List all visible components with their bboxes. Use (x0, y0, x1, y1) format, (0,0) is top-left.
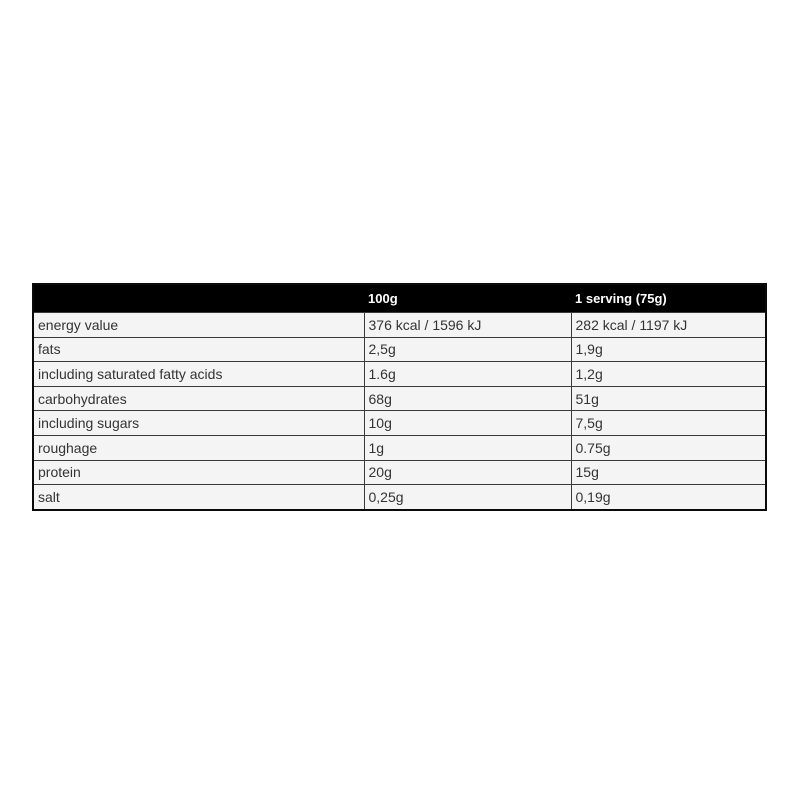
value-per-100g: 1g (364, 435, 571, 460)
header-per-serving: 1 serving (75g) (571, 285, 765, 313)
value-per-100g: 1.6g (364, 362, 571, 387)
table-row (34, 386, 765, 411)
value-per-100g: 10g (364, 411, 571, 436)
value-per-serving: 7,5g (571, 411, 765, 436)
table-row (34, 362, 765, 387)
nutrient-name: protein (34, 460, 364, 485)
header-nutrient (34, 285, 364, 313)
value-per-serving: 1,2g (571, 362, 765, 387)
nutrient-name: carbohydrates (34, 386, 364, 411)
nutrient-name: including sugars (34, 411, 364, 436)
table-row (34, 411, 765, 436)
value-per-100g: 68g (364, 386, 571, 411)
nutrition-table (32, 283, 767, 511)
table-row (34, 337, 765, 362)
value-per-serving: 15g (571, 460, 765, 485)
value-per-serving: 0,19g (571, 485, 765, 509)
table-row (34, 460, 765, 485)
value-per-serving: 0.75g (571, 435, 765, 460)
table-row (34, 435, 765, 460)
nutrient-name: roughage (34, 435, 364, 460)
value-per-100g: 0,25g (364, 485, 571, 509)
value-per-serving: 282 kcal / 1197 kJ (571, 313, 765, 338)
value-per-100g: 2,5g (364, 337, 571, 362)
value-per-serving: 51g (571, 386, 765, 411)
value-per-100g: 20g (364, 460, 571, 485)
nutrient-name: including saturated fatty acids (34, 362, 364, 387)
table-row (34, 313, 765, 338)
nutrient-name: energy value (34, 313, 364, 338)
nutrition-table-grid (34, 285, 765, 509)
nutrient-name: fats (34, 337, 364, 362)
table-row (34, 485, 765, 509)
value-per-100g: 376 kcal / 1596 kJ (364, 313, 571, 338)
header-per-100g: 100g (364, 285, 571, 313)
table-header-row (34, 285, 765, 313)
nutrient-name: salt (34, 485, 364, 509)
value-per-serving: 1,9g (571, 337, 765, 362)
